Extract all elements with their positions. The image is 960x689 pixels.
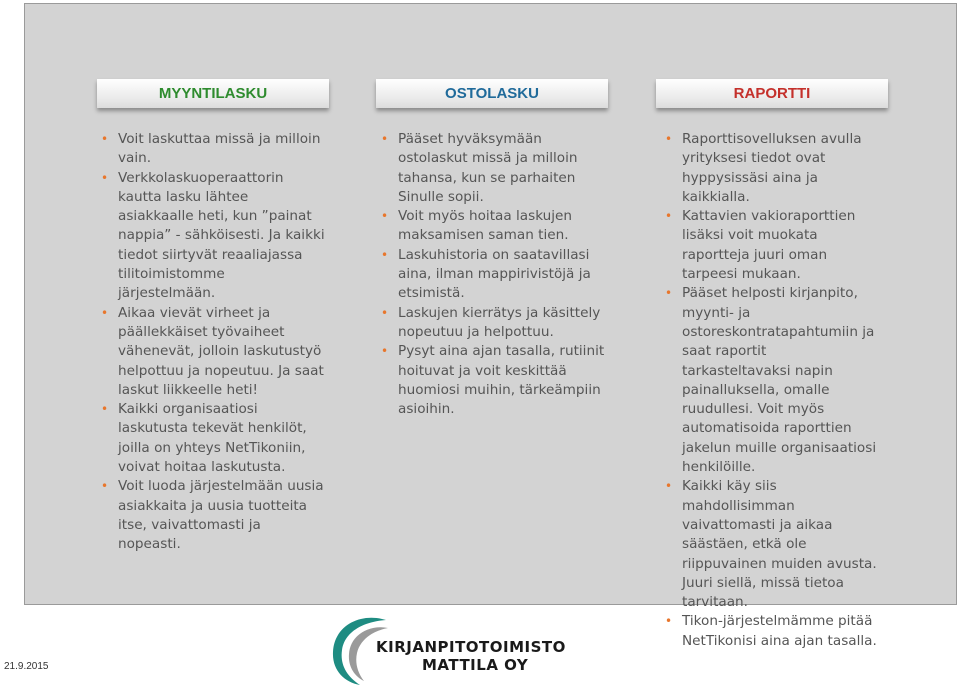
bullet-icon: •	[381, 132, 389, 146]
column-header-raportti: RAPORTTI	[656, 79, 888, 108]
bullet-icon: •	[665, 132, 673, 146]
list-item-text: Raporttisovelluksen avulla yrityksesi tiedot ovat hyppysissäsi aina ja kaikkialla.	[682, 131, 862, 205]
list-item-text: Kaikki organisaatiosi laskutusta tekevät henkilöt, joilla on yhteys NetTikoniin, voivat hoitaa laskutusta.	[118, 401, 307, 476]
list-item-text: Verkkolaskuoperaattorin kautta lasku lähtee asiakkaalle heti, kun ”painat nappia” - sähköisesti. Ja kaikki tiedot siirtyvät reaaliajassa tilitoimistomme järjestelmään.	[118, 169, 325, 302]
bullet-icon: •	[665, 286, 673, 301]
list-item-text: Pysyt aina ajan tasalla, rutiinit hoituvat ja voit keskittää huomiosi muihin, tärkeämpiin asioihin.	[398, 343, 605, 418]
bullet-icon: •	[101, 132, 109, 146]
list-item	[664, 612, 879, 651]
bullet-icon: •	[101, 170, 109, 185]
list-item	[664, 130, 879, 207]
list-item	[380, 342, 605, 419]
raportti-list	[664, 130, 879, 651]
list-item-text: Voit myös hoitaa laskujen maksamisen saman tien.	[398, 208, 573, 244]
company-logo	[330, 614, 580, 686]
list-item-text: Voit luoda järjestelmään uusia asiakkaita ja uusia tuotteita itse, vaivattomasti ja nopeasti.	[118, 478, 324, 553]
bullet-icon: •	[381, 247, 389, 262]
bullet-icon: •	[381, 344, 389, 359]
list-item	[380, 207, 605, 246]
list-item-text: Kaikki käy siis mahdollisimman vaivattomasti ja aikaa säästäen, etkä ole riippuvainen muiden avusta. Juuri siellä, missä tietoa tarvitaan.	[682, 478, 877, 611]
myyntilasku-list	[100, 130, 325, 555]
list-item	[380, 130, 605, 207]
list-item	[664, 284, 879, 477]
list-item-text: Tikon-järjestelmämme pitää NetTikonisi aina ajan tasalla.	[682, 613, 877, 649]
bullet-icon: •	[665, 479, 673, 494]
bullet-icon: •	[381, 305, 389, 320]
bullet-icon: •	[665, 209, 673, 224]
column-header-myyntilasku: MYYNTILASKU	[97, 79, 329, 108]
column-header-ostolasku: OSTOLASKU	[376, 79, 608, 108]
list-item-text: Laskujen kierrätys ja käsittely nopeutuu ja helpottuu.	[398, 304, 601, 340]
list-item	[380, 246, 605, 304]
bullet-icon: •	[665, 614, 673, 629]
list-item-text: Pääset helposti kirjanpito, myynti- ja ostoreskontratapahtumiin ja saat raportit tarkasteltavaksi napin painalluksella, omalle ruudullesi. Voit myös automatisoida raporttien jakelun muille organisaatiosi henkilöille.	[682, 285, 877, 476]
list-item	[100, 169, 325, 304]
footer-date: 21.9.2015	[4, 661, 49, 672]
list-item	[100, 477, 325, 554]
list-item	[100, 400, 325, 477]
bullet-icon: •	[101, 402, 109, 417]
bullet-icon: •	[381, 209, 389, 224]
bullet-icon: •	[101, 305, 109, 320]
list-item-text: Voit laskuttaa missä ja milloin vain.	[118, 131, 321, 167]
list-item	[100, 304, 325, 400]
company-name-line1: KIRJANPITOTOIMISTO	[376, 638, 566, 656]
company-name-line2: MATTILA OY	[422, 656, 529, 674]
list-item	[100, 130, 325, 169]
list-item-text: Pääset hyväksymään ostolaskut missä ja milloin tahansa, kun se parhaiten Sinulle sopii.	[398, 131, 578, 205]
list-item-text: Laskuhistoria on saatavillasi aina, ilman mappirivistöjä ja etsimistä.	[398, 246, 591, 302]
bullet-icon: •	[101, 479, 109, 494]
list-item	[664, 477, 879, 612]
ostolasku-list	[380, 130, 605, 419]
list-item-text: Aikaa vievät virheet ja päällekkäiset työvaiheet vähenevät, jolloin laskutustyö helpottuu ja nopeutuu. Ja saat laskut liikkeelle heti!	[118, 304, 324, 398]
list-item	[380, 304, 605, 343]
list-item-text: Kattavien vakioraporttien lisäksi voit muokata raportteja juuri oman tarpeesi mukaan.	[682, 208, 856, 283]
list-item	[664, 207, 879, 284]
